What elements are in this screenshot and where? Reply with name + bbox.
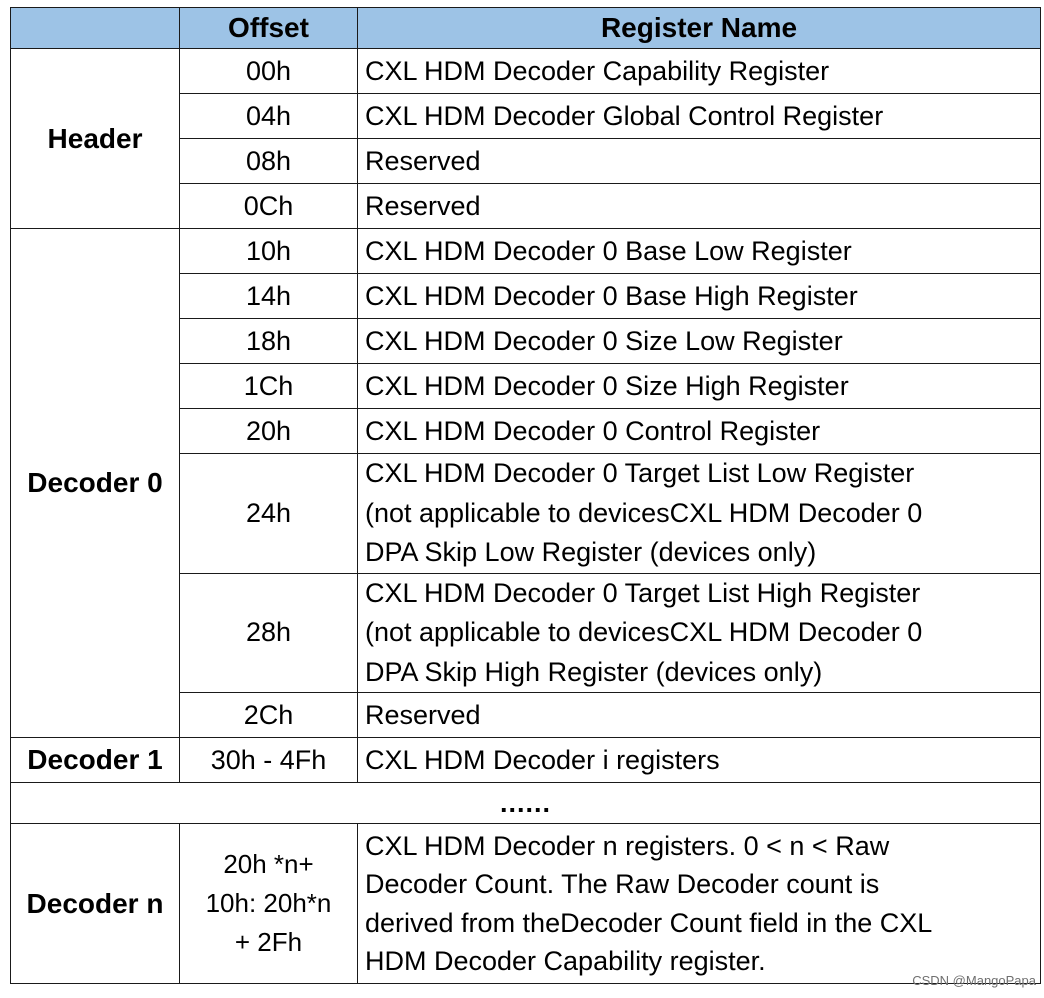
table-row (11, 824, 1041, 984)
offset-line: 20h *n+ (223, 849, 314, 879)
table-row (11, 738, 1041, 783)
register-name-line: CXL HDM Decoder n registers. 0 < n < Raw (365, 830, 890, 861)
register-table (10, 7, 1041, 984)
watermark: CSDN @MangoPapa (912, 973, 1036, 988)
register-name-line: DPA Skip High Register (devices only) (365, 656, 823, 687)
register-name-line: HDM Decoder Capability register. (365, 946, 766, 976)
table-header-row (11, 8, 1041, 49)
offset-cell: 28h (180, 573, 358, 693)
register-name-line: CXL HDM Decoder 0 Target List Low Register (365, 458, 915, 488)
register-name-line: DPA Skip Low Register (devices only) (365, 537, 817, 567)
offset-cell: 08h (180, 139, 358, 184)
offset-cell: 20h (180, 409, 358, 454)
offset-cell: 1Ch (180, 364, 358, 409)
offset-cell: 0Ch (180, 184, 358, 229)
offset-cell: 18h (180, 319, 358, 364)
group-decoder-0: Decoder 0 (11, 229, 180, 738)
header-offset: Offset (180, 8, 358, 49)
header-blank (11, 8, 180, 49)
register-name-cell (358, 573, 1041, 693)
register-name-cell: CXL HDM Decoder Global Control Register (358, 94, 1041, 139)
header-register-name: Register Name (358, 8, 1041, 49)
register-name-cell: CXL HDM Decoder 0 Size Low Register (358, 319, 1041, 364)
register-name-line: (not applicable to devicesCXL HDM Decoder 0 (365, 497, 923, 528)
register-name-line: (not applicable to devicesCXL HDM Decoder 0 (365, 617, 923, 647)
register-name-cell (358, 824, 1041, 984)
ellipsis-row (11, 783, 1041, 824)
table-row (11, 229, 1041, 274)
register-name-cell: Reserved (358, 139, 1041, 184)
register-name-cell: Reserved (358, 184, 1041, 229)
offset-cell (180, 824, 358, 984)
group-header: Header (11, 49, 180, 229)
offset-line: + 2Fh (234, 927, 303, 957)
register-name-cell: CXL HDM Decoder i registers (358, 738, 1041, 783)
offset-cell: 30h - 4Fh (180, 738, 358, 783)
register-name-cell (358, 454, 1041, 574)
register-name-cell: CXL HDM Decoder Capability Register (358, 49, 1041, 94)
offset-cell: 14h (180, 274, 358, 319)
register-name-line: derived from theDecoder Count field in the CXL (365, 907, 933, 938)
ellipsis-cell: ...... (11, 783, 1041, 824)
register-name-cell: CXL HDM Decoder 0 Control Register (358, 409, 1041, 454)
register-name-line: Decoder Count. The Raw Decoder count is (365, 869, 880, 899)
table-row (11, 49, 1041, 94)
group-decoder-n: Decoder n (11, 824, 180, 984)
offset-cell: 2Ch (180, 693, 358, 738)
register-name-cell: CXL HDM Decoder 0 Base High Register (358, 274, 1041, 319)
register-name-line: CXL HDM Decoder 0 Target List High Register (365, 577, 921, 608)
register-name-cell: CXL HDM Decoder 0 Base Low Register (358, 229, 1041, 274)
group-decoder-1: Decoder 1 (11, 738, 180, 783)
offset-cell: 00h (180, 49, 358, 94)
register-name-cell: Reserved (358, 693, 1041, 738)
offset-line: 10h: 20h*n (205, 888, 332, 918)
offset-cell: 04h (180, 94, 358, 139)
offset-cell: 10h (180, 229, 358, 274)
offset-cell: 24h (180, 454, 358, 574)
register-name-cell: CXL HDM Decoder 0 Size High Register (358, 364, 1041, 409)
